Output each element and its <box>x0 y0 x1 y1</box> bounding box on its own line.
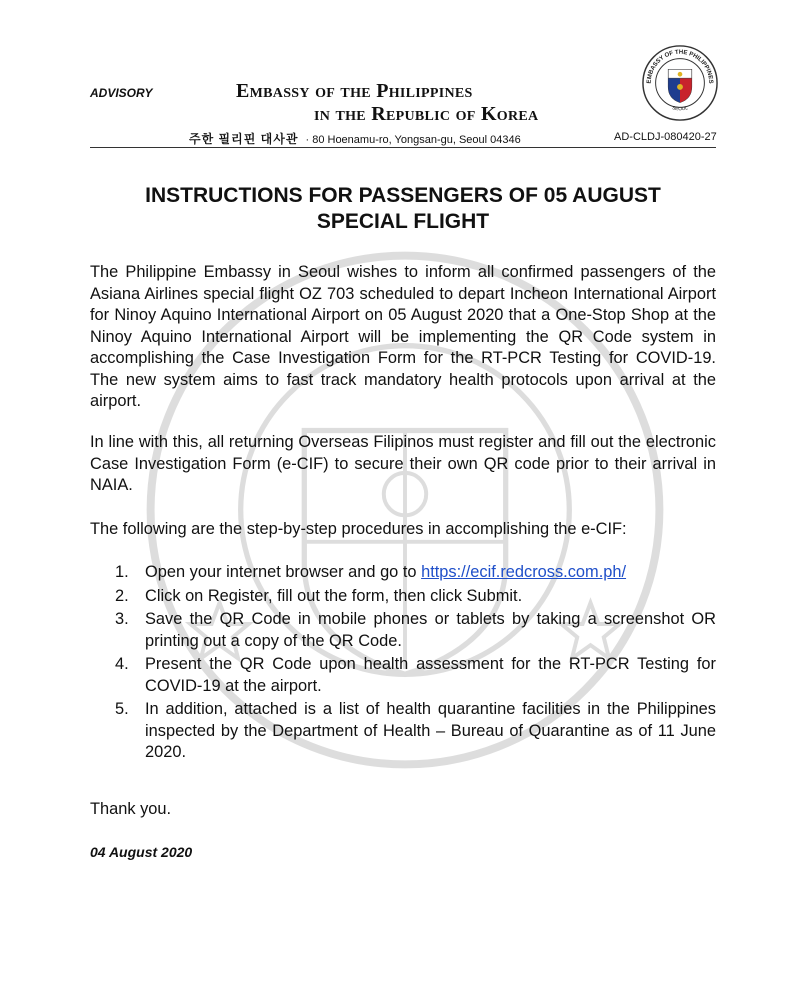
step-number: 2. <box>115 586 129 605</box>
step-item <box>115 609 716 652</box>
paragraph-intro: The Philippine Embassy in Seoul wishes to inform all confirmed passengers of the Asiana Airlines special flight OZ 703 scheduled to depart Incheon International Airport for Ninoy Aquino International Airport on 05 August 2020 that a One-Stop Shop at the Ninoy Aquino International Airport will be implementing the QR Code system in accomplishing the Case Investigation Form for the RT-PCR Testing for COVID-19. The new system aims to fast track mandatory health protocols upon arrival at the airport. <box>90 263 716 410</box>
embassy-name-line1: Embassy of the Philippines <box>236 80 473 102</box>
step-text: Click on Register, fill out the form, then click Submit. <box>145 586 523 605</box>
paragraph-steps-intro: The following are the step-by-step procedures in accomplishing the e-CIF: <box>90 520 627 538</box>
embassy-name-line2: in the Republic of Korea <box>314 103 539 125</box>
step-item <box>115 562 716 584</box>
korean-embassy-name: 주한 필리핀 대사관 <box>189 132 299 146</box>
header-divider <box>90 147 716 148</box>
paragraph-registration: In line with this, all returning Overseas Filipinos must register and fill out the electronic Case Investigation Form (e-CIF) to secure their own QR code prior to their arrival in NAIA. <box>90 433 716 494</box>
address-line <box>189 130 521 147</box>
closing-thanks: Thank you. <box>90 800 172 818</box>
advisory-label: ADVISORY <box>90 86 153 100</box>
ecif-link[interactable]: https://ecif.redcross.com.ph/ <box>421 563 627 581</box>
step-item <box>115 654 716 697</box>
step-number: 3. <box>115 610 129 628</box>
page-title <box>90 183 716 235</box>
title-line1: INSTRUCTIONS FOR PASSENGERS OF 05 AUGUST <box>145 184 661 207</box>
address-separator: · <box>305 134 310 146</box>
seal-bottom-text: SEOUL <box>671 106 689 113</box>
steps-list <box>115 562 716 766</box>
step-item <box>115 699 716 764</box>
step-number: 5. <box>115 700 129 718</box>
step-text: Present the QR Code upon health assessment for the RT-PCR Testing for COVID-19 at the airport. <box>145 655 716 695</box>
seal-top-text: EMBASSY OF THE PHILIPPINES <box>646 49 714 84</box>
step-text: Save the QR Code in mobile phones or tablets by taking a screenshot OR printing out a copy of the QR Code. <box>145 610 716 650</box>
step-text: In addition, attached is a list of health quarantine facilities in the Philippines inspected by the Department of Health – Bureau of Quarantine as of 11 June 2020. <box>145 700 716 761</box>
step-number: 4. <box>115 655 129 673</box>
embassy-address: 80 Hoenamu-ro, Yongsan-gu, Seoul 04346 <box>312 134 521 146</box>
advisory-date: 04 August 2020 <box>90 844 193 860</box>
step-text: Open your internet browser and go to <box>145 563 422 581</box>
title-line2: SPECIAL FLIGHT <box>316 210 490 233</box>
step-number: 1. <box>115 563 129 581</box>
step-item <box>115 586 716 608</box>
reference-code: AD-CLDJ-080420-27 <box>614 131 717 143</box>
embassy-seal-logo <box>641 44 719 122</box>
